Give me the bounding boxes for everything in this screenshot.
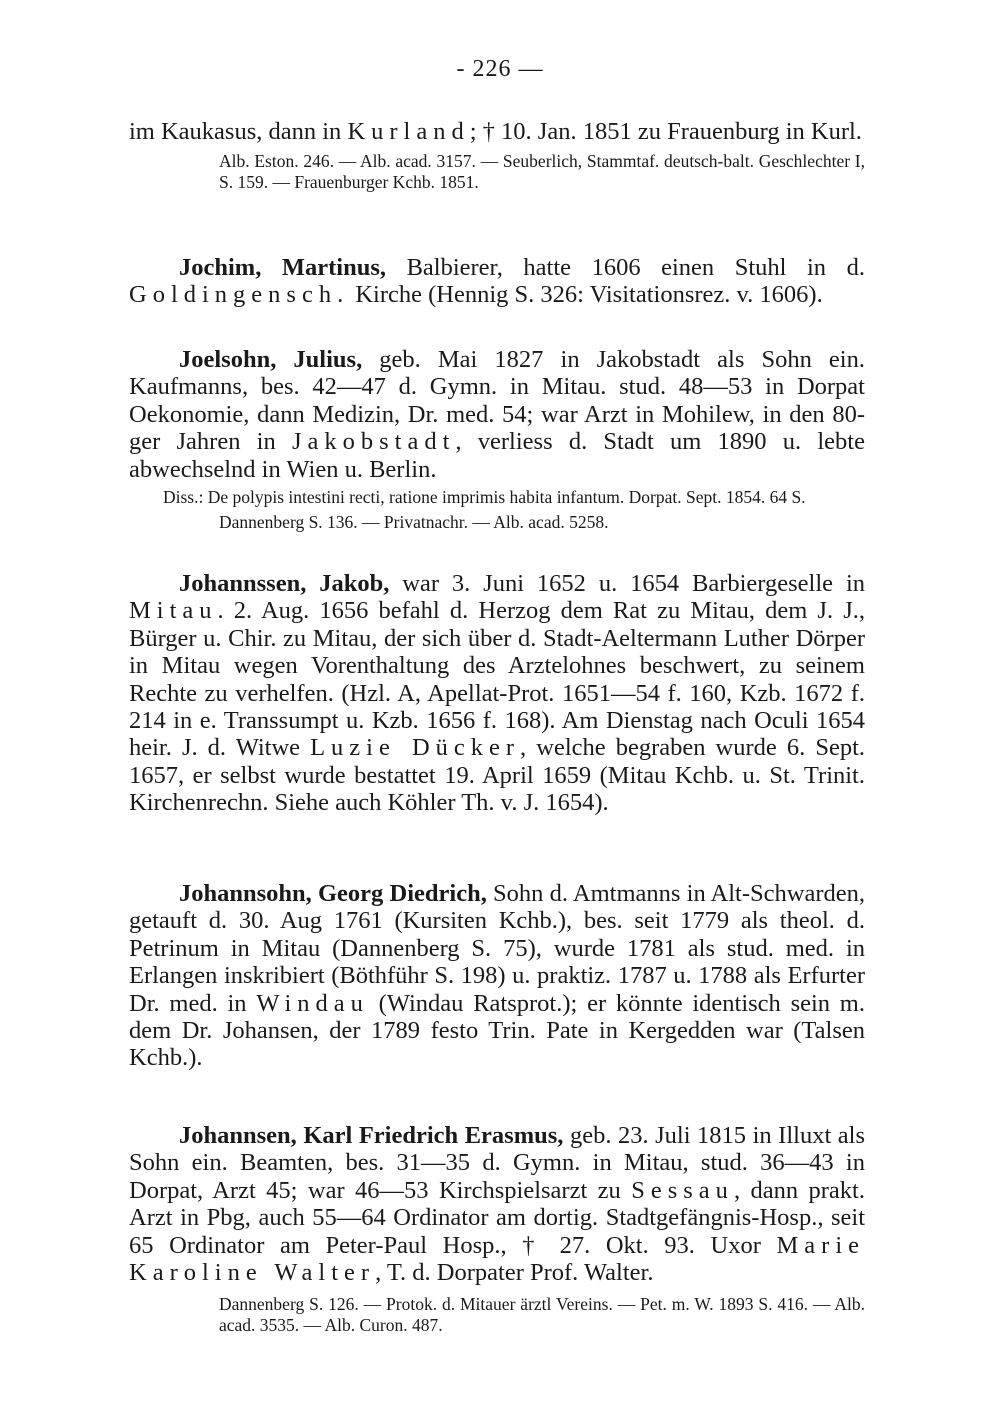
entry-body: [129, 346, 865, 483]
text-run: geb. 23. Juli 1815 in Illuxt als Sohn ein. Beamten, bes. 31—35 d. Gymn. in Mitau, stud. 36—43 in Dorpat, Arzt 45; war 46—53 Kirchspielsarzt zu: [129, 1122, 866, 1204]
spaced-name: Luzie Dücker: [310, 734, 521, 762]
entry-johannsohn: [129, 880, 865, 1072]
entry-body: [129, 570, 865, 817]
text-run: . 2. Aug. 1656 befahl d. Herzog dem Rat zu Mitau, dem J. J., Bürger u. Chir. zu Mitau, der sich über d. Stadt-Aeltermann Luther Dörper in Mitau wegen Vorenthaltung des Arztelohnes beschwert, zu seinem Rechte zu verhelfen. (Hzl. A, Apellat-Prot. 1651—54 f. 160, Kzb. 1672 f. 214 in e. Transsumpt u. Kzb. 1656 f. 168). Am Dienstag nach Oculi 1654 heir. J. d. Witwe: [129, 597, 865, 762]
entry-johannsen: [129, 1122, 865, 1335]
page-number: - 226 —: [456, 56, 544, 82]
entry-body: [129, 118, 865, 145]
text-run: war 3. Juni 1652 u. 1654 Barbiergeselle in: [389, 570, 865, 597]
entry-reference: Dannenberg S. 136. — Privatnachr. — Alb. acad. 5258.: [219, 511, 609, 532]
entry-reference: Alb. Eston. 246. — Alb. acad. 3157. — Seuberlich, Stammtaf. deutsch-balt. Geschlechter I, S. 159. — Frauenburger Kchb. 1851.: [219, 151, 865, 192]
entry-joelsohn: [129, 346, 865, 532]
text-run: Sohn d. Amtmanns in Alt-Schwarden, getauft d. 30. Aug 1761 (Kursiten Kchb.), bes. seit 1779 als theol. d. Petrinum in Mitau (Dannenberg S. 75), wurde 1781 als stud. med. in Erlangen inskribiert (Böthführ S. 198) u. praktiz. 1787 u. 1788 als Erfurter Dr. med. in: [129, 880, 865, 1017]
entry-kaukasus-continuation: [129, 118, 865, 192]
text-run: , welche begraben wurde 6. Sept. 1657, er selbst wurde bestattet 19. April 1659 (Mitau Kchb. u. St. Trinit. Kirchenrechn. Siehe auch Köhler Th. v. J. 1654).: [129, 734, 865, 817]
spaced-name: Jakobstadt: [291, 428, 456, 456]
spaced-name: Sessau: [631, 1176, 734, 1204]
spaced-name: Marie Karoline Walter: [129, 1231, 865, 1287]
entry-johannssen: [129, 570, 865, 817]
text-run: (Windau Ratsprot.); er könnte identisch sein m. dem Dr. Johansen, der 1789 festo Trin. Pate in Kergedden war (Talsen Kchb.).: [129, 989, 865, 1072]
entry-dissertation: Diss.: De polypis intestini recti, ratione imprimis habita infantum. Dorpat. Sept. 1854. 64 S.: [163, 487, 806, 508]
text-run: im Kaukasus, dann in: [129, 118, 348, 145]
text-run: , T. d. Dorpater Prof. Walter.: [375, 1259, 654, 1287]
text-run: Balbierer, hatte 1606 einen Stuhl in d.: [386, 254, 865, 281]
text-run: ; † 10. Jan. 1851 zu Frauenburg in Kurl.: [469, 118, 862, 145]
entry-headword: Joelsohn, Julius,: [179, 346, 363, 373]
spaced-name: Goldingensch.: [129, 281, 350, 309]
entry-body: [129, 880, 865, 1072]
spaced-name: Windau: [256, 989, 369, 1017]
entry-headword: Johannsohn, Georg Diedrich,: [179, 880, 487, 907]
entry-body: [129, 1122, 865, 1286]
entry-jochim: [129, 254, 865, 309]
spaced-name: Mitau: [129, 597, 218, 625]
text-run: Kirche (Hennig S. 326: Visitationsrez. v. 1606).: [349, 281, 823, 309]
text-run: , dann prakt. Arzt in Pbg, auch 55—64 Ordinator am dortig. Stadtgefängnis-Hosp., seit 65 Ordinator am Peter-Paul Hosp., † 27. Okt. 93. Uxor: [129, 1176, 865, 1259]
entry-headword: Jochim, Martinus,: [179, 254, 387, 281]
text-run: geb. Mai 1827 in Jakobstadt als Sohn ein. Kaufmanns, bes. 42—47 d. Gymn. in Mitau. stud. 48—53 in Dorpat Oekonomie, dann Medizin, Dr. med. 54; war Arzt in Mohilew, in den 80-ger Jahren in: [129, 346, 865, 456]
text-run: , verliess d. Stadt um 1890 u. lebte abwechselnd in Wien u. Berlin.: [129, 428, 865, 483]
entry-headword: Johannssen, Jakob,: [179, 570, 390, 597]
entry-reference: Dannenberg S. 126. — Protok. d. Mitauer ärztl Vereins. — Pet. m. W. 1893 S. 416. — Alb. acad. 3535. — Alb. Curon. 487.: [219, 1294, 865, 1335]
spaced-name: Kurland: [347, 118, 470, 145]
entry-headword: Johannsen, Karl Friedrich Erasmus,: [179, 1122, 564, 1149]
entry-body: [129, 254, 865, 309]
